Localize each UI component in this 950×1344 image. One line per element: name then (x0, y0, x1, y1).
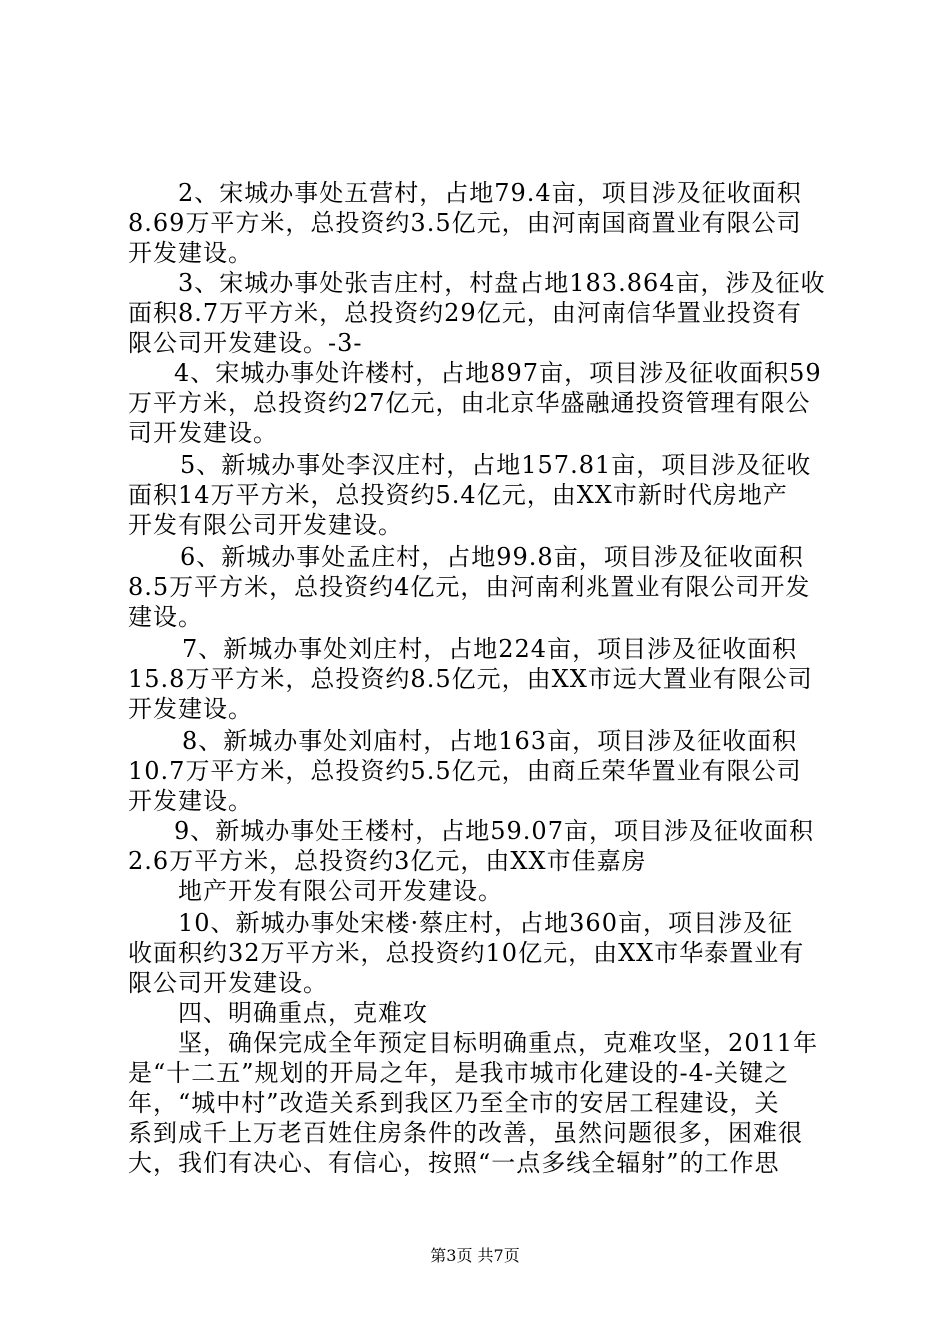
paragraph-line: 大，我们有决心、有信心，按照“一点多线全辐射”的工作思 (128, 1149, 780, 1177)
paragraph-line: 7、新城办事处刘庄村，占地224亩，项目涉及征收面积 (182, 635, 798, 663)
paragraph-line: 5、新城办事处李汉庄村，占地157.81亩，项目涉及征收 (180, 451, 812, 479)
paragraph-line: 限公司开发建设。 (128, 969, 328, 997)
paragraph-line: 开发建设。 (128, 695, 253, 723)
paragraph-line: 面积8.7万平方米，总投资约29亿元，由河南信华置业投资有 (128, 299, 802, 327)
paragraph-line: 面积14万平方米，总投资约5.4亿元，由XX市新时代房地产 (128, 481, 788, 509)
paragraph-line: 建设。 (128, 603, 203, 631)
section-heading: 四、明确重点，克难攻 (178, 999, 428, 1027)
paragraph-line: 4、宋城办事处许楼村，占地897亩，项目涉及征收面积59 (174, 359, 822, 387)
paragraph-line: 是“十二五”规划的开局之年，是我市城市化建设的-4-关键之 (128, 1059, 790, 1087)
paragraph-line: 开发建设。 (128, 239, 253, 267)
paragraph-line: 10、新城办事处宋楼·蔡庄村，占地360亩，项目涉及征 (178, 909, 793, 937)
paragraph-line: 8.5万平方米，总投资约4亿元，由河南利兆置业有限公司开发 (128, 573, 811, 601)
paragraph-line: 开发有限公司开发建设。 (128, 511, 403, 539)
paragraph-line: 地产开发有限公司开发建设。 (178, 877, 503, 905)
paragraph-line: 万平方米，总投资约27亿元，由北京华盛融通投资管理有限公 (128, 389, 811, 417)
paragraph-line: 6、新城办事处孟庄村，占地99.8亩，项目涉及征收面积 (180, 543, 804, 571)
paragraph-line: 坚，确保完成全年预定目标明确重点，克难攻坚，2011年 (178, 1029, 819, 1057)
paragraph-line: 8、新城办事处刘庙村，占地163亩，项目涉及征收面积 (182, 727, 798, 755)
paragraph-line: 系到成千上万老百姓住房条件的改善，虽然问题很多，困难很 (128, 1119, 803, 1147)
paragraph-line: 限公司开发建设。-3- (128, 329, 363, 357)
paragraph-line: 收面积约32万平方米，总投资约10亿元，由XX市华泰置业有 (128, 939, 805, 967)
page-number-footer: 第3页 共7页 (430, 1246, 520, 1265)
paragraph-line: 开发建设。 (128, 787, 253, 815)
paragraph-line: 8.69万平方米，总投资约3.5亿元，由河南国商置业有限公司 (128, 209, 802, 237)
paragraph-line: 年，“城中村”改造关系到我区乃至全市的安居工程建设，关 (128, 1089, 780, 1117)
paragraph-line: 9、新城办事处王楼村，占地59.07亩，项目涉及征收面积 (174, 817, 814, 845)
paragraph-line: 2、宋城办事处五营村，占地79.4亩，项目涉及征收面积 (178, 179, 802, 207)
paragraph-line: 15.8万平方米，总投资约8.5亿元，由XX市远大置业有限公司 (128, 665, 813, 693)
paragraph-line: 10.7万平方米，总投资约5.5亿元，由商丘荣华置业有限公司 (128, 757, 802, 785)
paragraph-line: 司开发建设。 (128, 419, 278, 447)
paragraph-line: 2.6万平方米，总投资约3亿元，由XX市佳嘉房 (128, 847, 647, 875)
paragraph-line: 3、宋城办事处张吉庄村，村盘占地183.864亩，涉及征收 (178, 269, 826, 297)
